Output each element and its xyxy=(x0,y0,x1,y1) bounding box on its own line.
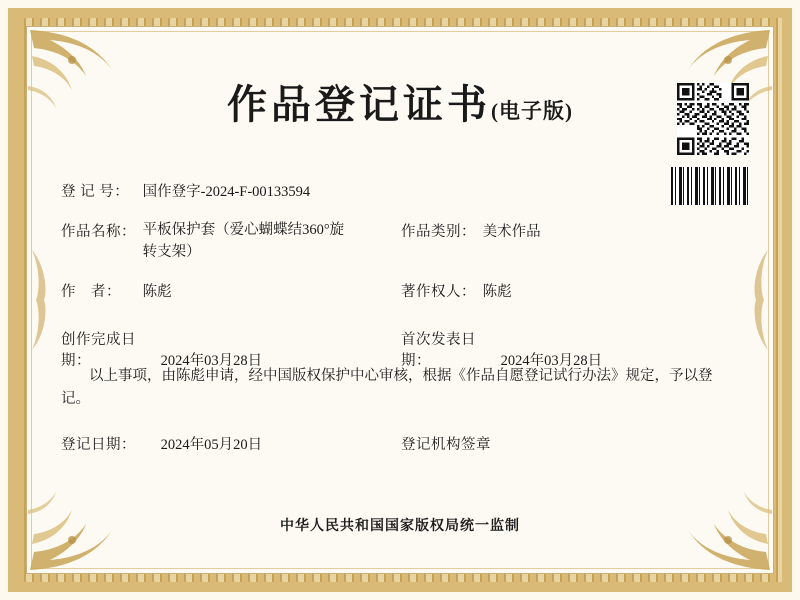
field-registration-number xyxy=(61,180,739,206)
copyright-owner-label: 著作权人： xyxy=(401,284,476,300)
field-author-and-owner xyxy=(61,280,739,306)
registration-date-label: 登记日期： xyxy=(61,437,136,453)
creation-date-value: 2024年03月28日 xyxy=(160,353,263,369)
registration-date-value: 2024年05月20日 xyxy=(160,437,263,453)
seal-label: 登记机构签章 xyxy=(401,437,491,453)
creation-date-label: 创作完成日期： xyxy=(61,332,136,369)
first-publish-date-label: 首次发表日期： xyxy=(401,332,476,369)
author-value: 陈彪 xyxy=(142,284,172,300)
title-sub: (电子版) xyxy=(491,99,573,123)
title-main: 作品登记证书 xyxy=(227,82,491,127)
work-name-label: 作品名称： xyxy=(61,224,136,240)
certificate-fields xyxy=(61,180,739,369)
qr-code-icon xyxy=(677,83,749,155)
approval-statement: 以上事项，由陈彪申请，经中国版权保护中心审核，根据《作品自愿登记试行办法》规定，予以登记。 xyxy=(61,368,713,408)
field-dates xyxy=(61,328,739,369)
copyright-owner-value: 陈彪 xyxy=(482,284,512,300)
page-title xyxy=(45,73,755,130)
work-category-value: 美术作品 xyxy=(482,224,541,240)
field-registration-date-and-seal xyxy=(61,433,739,454)
first-publish-date-value: 2024年03月28日 xyxy=(500,353,603,369)
field-work-name-and-category xyxy=(61,220,739,266)
work-name-value: 平板保护套（爱心蝴蝶结360°旋转支架） xyxy=(142,222,345,260)
author-label: 作 者： xyxy=(61,284,121,300)
footer-issuer: 中华人民共和国国家版权局统一监制 xyxy=(280,519,520,534)
certificate-content xyxy=(45,45,755,555)
work-category-label: 作品类别： xyxy=(401,224,476,240)
registration-number-value: 国作登字-2024-F-00133594 xyxy=(142,184,311,200)
registration-number-label: 登 记 号： xyxy=(61,184,130,200)
